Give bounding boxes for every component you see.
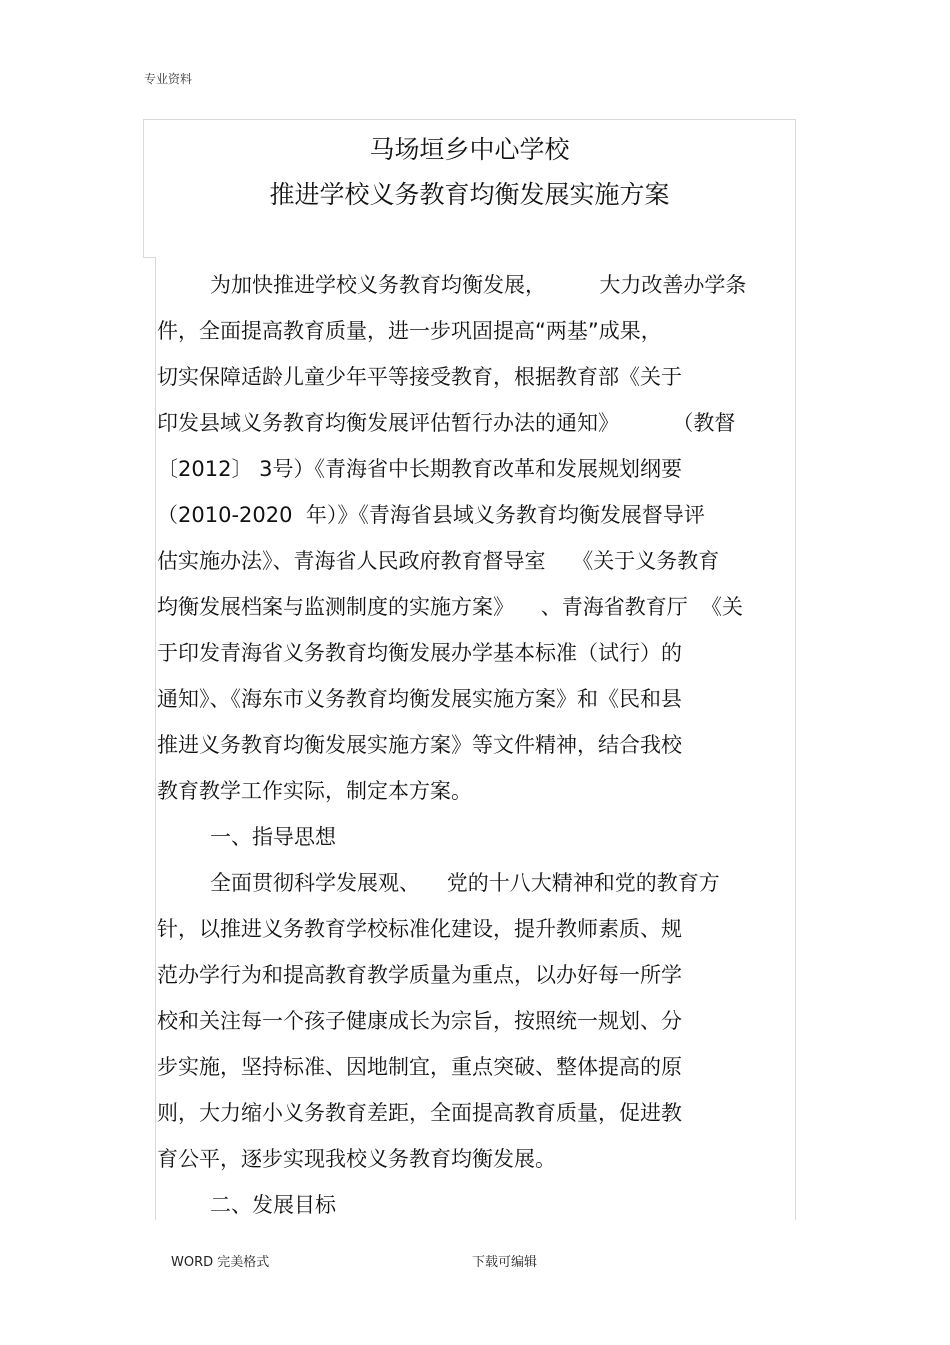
- body-line: 教育教学工作实际，制定本方案。: [157, 779, 472, 803]
- body-line: 步实施，坚持标准、因地制宜，重点突破、整体提高的原: [157, 1055, 682, 1079]
- body-line: 则，大力缩小义务教育差距，全面提高教育质量，促进教: [157, 1101, 682, 1125]
- frame-right-border: [795, 119, 796, 1220]
- frame-left-border-lower: [155, 257, 156, 1220]
- body-line: 范办学行为和提高教育教学质量为重点，以办好每一所学: [157, 963, 682, 987]
- body-line: 全面贯彻科学发展观、 党的十八大精神和党的教育方: [210, 871, 720, 895]
- header-note: 专业资料: [144, 72, 193, 86]
- body-line: 推进义务教育均衡发展实施方案》等文件精神，结合我校: [157, 733, 682, 757]
- body-line: 于印发青海省义务教育均衡发展办学基本标准（试行）的: [157, 641, 682, 665]
- body-line: 为加快推进学校义务教育均衡发展， 大力改善办学条: [210, 273, 747, 297]
- body-line: 校和关注每一个孩子健康成长为宗旨，按照统一规划、分: [157, 1009, 682, 1033]
- body-line: 印发县域义务教育均衡发展评估暂行办法的通知》 （教督: [157, 411, 736, 435]
- body-line: 切实保障适龄儿童少年平等接受教育，根据教育部《关于: [157, 365, 682, 389]
- body-line: 通知》、《海东市义务教育均衡发展实施方案》和《民和县: [157, 687, 682, 711]
- body-line: 〔2012〕 3号）《青海省中长期教育改革和发展规划纲要: [157, 457, 682, 481]
- footer-left-note: WORD 完美格式: [171, 1255, 270, 1270]
- section-heading: 一、指导思想: [210, 825, 336, 849]
- section-heading: 二、发展目标: [210, 1193, 336, 1217]
- body-line: 件，全面提高教育质量，进一步巩固提高“两基”成果，: [157, 319, 662, 343]
- footer-right-note: 下载可编辑: [472, 1255, 538, 1270]
- frame-step-border: [143, 257, 155, 258]
- body-line: 均衡发展档案与监测制度的实施方案》 、青海省教育厅 《关: [157, 595, 744, 619]
- body-line: 估实施办法》、青海省人民政府教育督导室 《关于义务教育: [157, 549, 720, 573]
- body-line: 针，以推进义务教育学校标准化建设，提升教师素质、规: [157, 917, 682, 941]
- document-title-line2: 推进学校义务教育均衡发展实施方案: [269, 180, 670, 209]
- document-title-line1: 马场垣乡中心学校: [369, 135, 570, 164]
- body-line: （2010-2020 年）》《青海省县域义务教育均衡发展督导评: [157, 503, 705, 527]
- frame-top-border: [143, 119, 796, 120]
- body-line: 育公平，逐步实现我校义务教育均衡发展。: [157, 1147, 556, 1171]
